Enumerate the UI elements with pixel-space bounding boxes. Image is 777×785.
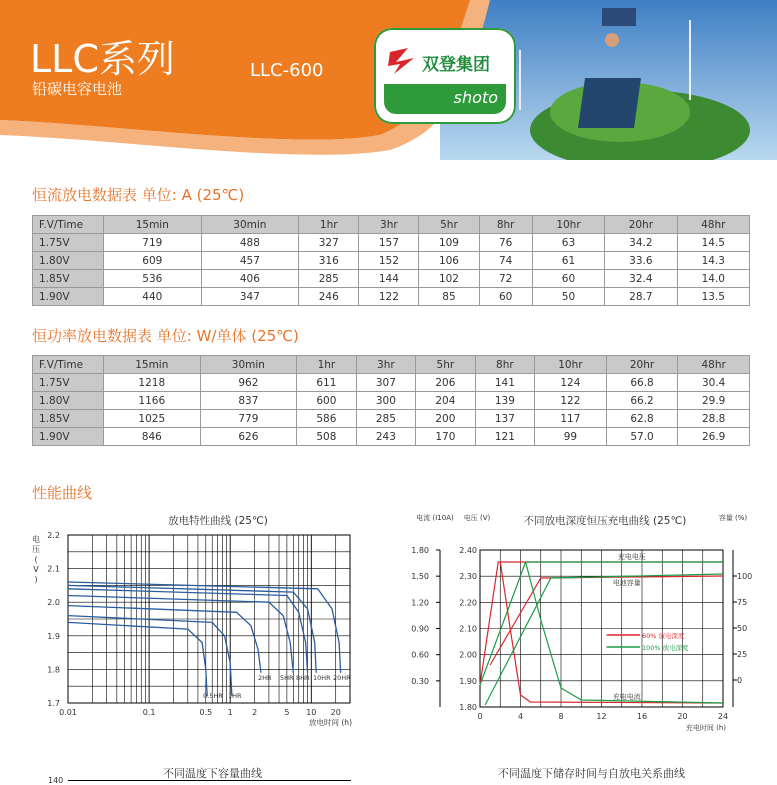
table-cell: 74 [479, 252, 532, 270]
constant-power-table [32, 355, 750, 446]
curve-annotation: 20HR [333, 674, 351, 682]
table-cell: 779 [200, 410, 297, 428]
x-tick-label: 1 [227, 708, 233, 717]
chart-title: 放电特性曲线 (25℃) [168, 515, 268, 527]
series-line-2HR [68, 606, 261, 673]
table-cell: 139 [475, 392, 534, 410]
table-cell: 536 [104, 270, 202, 288]
y-axis-label-char: 压 [32, 545, 40, 554]
table-cell: 63 [532, 234, 604, 252]
table-cell: 406 [201, 270, 299, 288]
table-cell: 846 [104, 428, 201, 446]
curve-label: 充电电压 [617, 553, 646, 561]
voltage-tick: 2.00 [459, 650, 477, 660]
table-cell: 626 [200, 428, 297, 446]
table-cell: 14.3 [677, 252, 749, 270]
charging-curve-chart [405, 510, 775, 740]
x-tick-label: 10 [306, 708, 317, 717]
y-axis-label-char: ( [34, 555, 38, 564]
curve-label: 电池容量 [612, 579, 641, 587]
table-row [33, 270, 750, 288]
x-tick-label: 2 [252, 708, 258, 717]
table-cell: 14.5 [677, 234, 749, 252]
constant-current-table [32, 215, 750, 306]
table-cell: 243 [356, 428, 415, 446]
series-line-0.5HR [68, 622, 207, 696]
y-tick-label: 2.2 [47, 531, 60, 540]
discharge-curve-chart [28, 510, 368, 735]
chart3-first-tick: 140 [48, 776, 64, 785]
table-cell: 300 [356, 392, 415, 410]
x-tick-label: 20 [330, 708, 341, 717]
table-cell: 85 [419, 288, 479, 306]
header-cell: 5hr [416, 356, 475, 374]
table1-title: 恒流放电数据表 单位: A (25℃) [32, 186, 245, 204]
table-cell: 508 [297, 428, 356, 446]
table-cell: 488 [201, 234, 299, 252]
table-cell: 962 [200, 374, 297, 392]
x-tick-label: 0.5 [199, 708, 213, 717]
voltage-tick: 1.90 [459, 676, 477, 686]
legend-label: 60% 放电深度 [642, 632, 685, 640]
header-cell: 48hr [677, 216, 749, 234]
y-tick-label: 2.1 [47, 564, 60, 574]
logo-brand: shoto [453, 88, 498, 107]
table-cell: 106 [419, 252, 479, 270]
x-tick-label: 0 [477, 712, 483, 721]
capacity-axis-title: 容量 (%) [718, 514, 748, 522]
voltage-tick: 2.30 [459, 572, 477, 582]
header-cell: 1hr [297, 356, 356, 374]
row-voltage: 1.85V [33, 410, 104, 428]
logo-mark-icon [386, 44, 420, 78]
voltage-tick: 2.20 [459, 598, 477, 608]
x-tick-label: 4 [517, 712, 524, 721]
table-cell: 170 [416, 428, 475, 446]
table-cell: 50 [532, 288, 604, 306]
x-tick-label: 0.01 [59, 708, 77, 717]
header-cell: 10hr [535, 356, 607, 374]
voltage-tick: 2.10 [459, 624, 477, 634]
header-cell: 3hr [359, 216, 419, 234]
shoto-logo [374, 28, 516, 124]
series-title: LLC系列 [30, 37, 175, 81]
table-cell: 66.8 [606, 374, 678, 392]
table-row [33, 410, 750, 428]
chart3-title: 不同温度下容量曲线 [163, 767, 262, 780]
table-cell: 61 [532, 252, 604, 270]
table-cell: 347 [201, 288, 299, 306]
capacity-tick: 75 [737, 598, 748, 607]
table-cell: 28.8 [678, 410, 750, 428]
row-voltage: 1.80V [33, 252, 104, 270]
header-cell: 30min [200, 356, 297, 374]
current-tick: 0.60 [411, 650, 429, 660]
y-tick-label: 1.9 [47, 631, 60, 641]
performance-title: 性能曲线 [32, 484, 93, 502]
header-cell: 15min [104, 216, 202, 234]
row-voltage: 1.85V [33, 270, 104, 288]
x-tick-label: 20 [677, 712, 688, 721]
y-axis-label-char: ) [34, 575, 38, 584]
curve-annotation: 10HR [313, 674, 331, 682]
header-cell: 20hr [606, 356, 678, 374]
table-cell: 1166 [104, 392, 201, 410]
table-cell: 62.8 [606, 410, 678, 428]
table-cell: 719 [104, 234, 202, 252]
current-curve-60 [500, 562, 723, 703]
header-cell: 20hr [605, 216, 677, 234]
row-voltage: 1.80V [33, 392, 104, 410]
x-axis-label: 充电时间 (h) [685, 724, 726, 732]
table-cell: 141 [475, 374, 534, 392]
x-tick-label: 24 [717, 712, 729, 721]
header-cell: 8hr [479, 216, 532, 234]
table-cell: 307 [356, 374, 415, 392]
model-number: LLC-600 [250, 60, 324, 81]
table-cell: 57.0 [606, 428, 678, 446]
table-cell: 152 [359, 252, 419, 270]
header-cell: 30min [201, 216, 299, 234]
x-tick-label: 8 [558, 712, 564, 721]
table-cell: 204 [416, 392, 475, 410]
table-cell: 206 [416, 374, 475, 392]
row-voltage: 1.75V [33, 234, 104, 252]
chart4-title: 不同温度下储存时间与自放电关系曲线 [498, 767, 685, 780]
curve-annotation: 0.5HR [203, 692, 223, 700]
table-cell: 117 [535, 410, 607, 428]
chart-title: 不同放电深度恒压充电曲线 (25℃) [523, 515, 687, 527]
table-cell: 109 [419, 234, 479, 252]
voltage-tick: 1.80 [459, 703, 477, 712]
header-cell: 10hr [532, 216, 604, 234]
table-cell: 60 [479, 288, 532, 306]
x-tick-label: 16 [636, 712, 648, 721]
table-cell: 26.9 [678, 428, 750, 446]
y-tick-label: 1.8 [47, 665, 60, 675]
table-cell: 32.4 [605, 270, 677, 288]
curve-annotation: 8HR [296, 674, 310, 682]
capacity-tick: 25 [737, 650, 748, 659]
header-fv-time: F.V/Time [33, 356, 104, 374]
table-cell: 285 [299, 270, 359, 288]
curve-annotation: 1HR [228, 692, 242, 700]
table-cell: 440 [104, 288, 202, 306]
chart3-top-border [68, 780, 351, 781]
x-axis-label: 放电时间 (h) [309, 718, 352, 727]
y-axis-label-char: V [33, 565, 39, 574]
table-cell: 14.0 [677, 270, 749, 288]
current-axis-title: 电流 (I10A) [416, 514, 454, 522]
table-cell: 33.6 [605, 252, 677, 270]
header-fv-time: F.V/Time [33, 216, 104, 234]
header-cell: 3hr [356, 356, 415, 374]
table-row [33, 252, 750, 270]
table-cell: 246 [299, 288, 359, 306]
table-cell: 200 [416, 410, 475, 428]
y-tick-label: 2.0 [47, 598, 60, 608]
header-cell: 15min [104, 356, 201, 374]
x-tick-label: 0.1 [142, 708, 156, 717]
table-cell: 316 [299, 252, 359, 270]
table-cell: 29.9 [678, 392, 750, 410]
capacity-tick: 0 [737, 676, 743, 685]
legend-label: 100% 放电深度 [642, 644, 689, 652]
current-tick: 1.20 [411, 598, 429, 608]
capacity-tick: 50 [737, 624, 748, 633]
header-cell: 48hr [678, 356, 750, 374]
x-tick-label: 5 [284, 708, 290, 717]
table-cell: 1025 [104, 410, 201, 428]
table-cell: 457 [201, 252, 299, 270]
table-cell: 13.5 [677, 288, 749, 306]
table-cell: 72 [479, 270, 532, 288]
table-cell: 66.2 [606, 392, 678, 410]
logo-text: 双登集团 [422, 55, 490, 75]
row-voltage: 1.90V [33, 288, 104, 306]
table-row [33, 374, 750, 392]
table-cell: 600 [297, 392, 356, 410]
table2-title: 恒功率放电数据表 单位: W/单体 (25℃) [32, 327, 299, 345]
table-cell: 34.2 [605, 234, 677, 252]
curve-annotation: 2HR [258, 674, 272, 682]
table-row [33, 234, 750, 252]
x-tick-label: 12 [596, 712, 607, 721]
table-cell: 137 [475, 410, 534, 428]
series-subtitle: 铅碳电容电池 [32, 80, 123, 98]
table-cell: 122 [535, 392, 607, 410]
table-cell: 76 [479, 234, 532, 252]
header-cell: 5hr [419, 216, 479, 234]
row-voltage: 1.90V [33, 428, 104, 446]
header-banner [0, 0, 777, 160]
voltage-tick: 2.40 [459, 546, 477, 555]
row-voltage: 1.75V [33, 374, 104, 392]
current-tick: 0.90 [411, 624, 429, 634]
table-cell: 28.7 [605, 288, 677, 306]
header-cell: 1hr [299, 216, 359, 234]
header-cell: 8hr [475, 356, 534, 374]
table-cell: 586 [297, 410, 356, 428]
curve-annotation: 5HR [280, 674, 294, 682]
y-tick-label: 1.7 [47, 699, 60, 708]
table-cell: 121 [475, 428, 534, 446]
y-axis-label-char: 电 [32, 535, 40, 544]
current-tick: 1.50 [411, 572, 429, 582]
table-cell: 144 [359, 270, 419, 288]
table-cell: 30.4 [678, 374, 750, 392]
table-cell: 102 [419, 270, 479, 288]
table-cell: 837 [200, 392, 297, 410]
table-cell: 327 [299, 234, 359, 252]
current-tick: 0.30 [411, 676, 429, 686]
table-cell: 285 [356, 410, 415, 428]
table-cell: 122 [359, 288, 419, 306]
table-cell: 157 [359, 234, 419, 252]
table-cell: 611 [297, 374, 356, 392]
table-cell: 60 [532, 270, 604, 288]
table-cell: 99 [535, 428, 607, 446]
current-tick: 1.80 [411, 546, 429, 555]
table-row [33, 288, 750, 306]
table-cell: 124 [535, 374, 607, 392]
table-cell: 609 [104, 252, 202, 270]
curve-label: 充电电流 [612, 693, 641, 701]
table-cell: 1218 [104, 374, 201, 392]
table-row [33, 392, 750, 410]
capacity-tick: 100 [737, 572, 753, 581]
voltage-axis-title: 电压 (V) [463, 514, 491, 522]
table-row [33, 428, 750, 446]
